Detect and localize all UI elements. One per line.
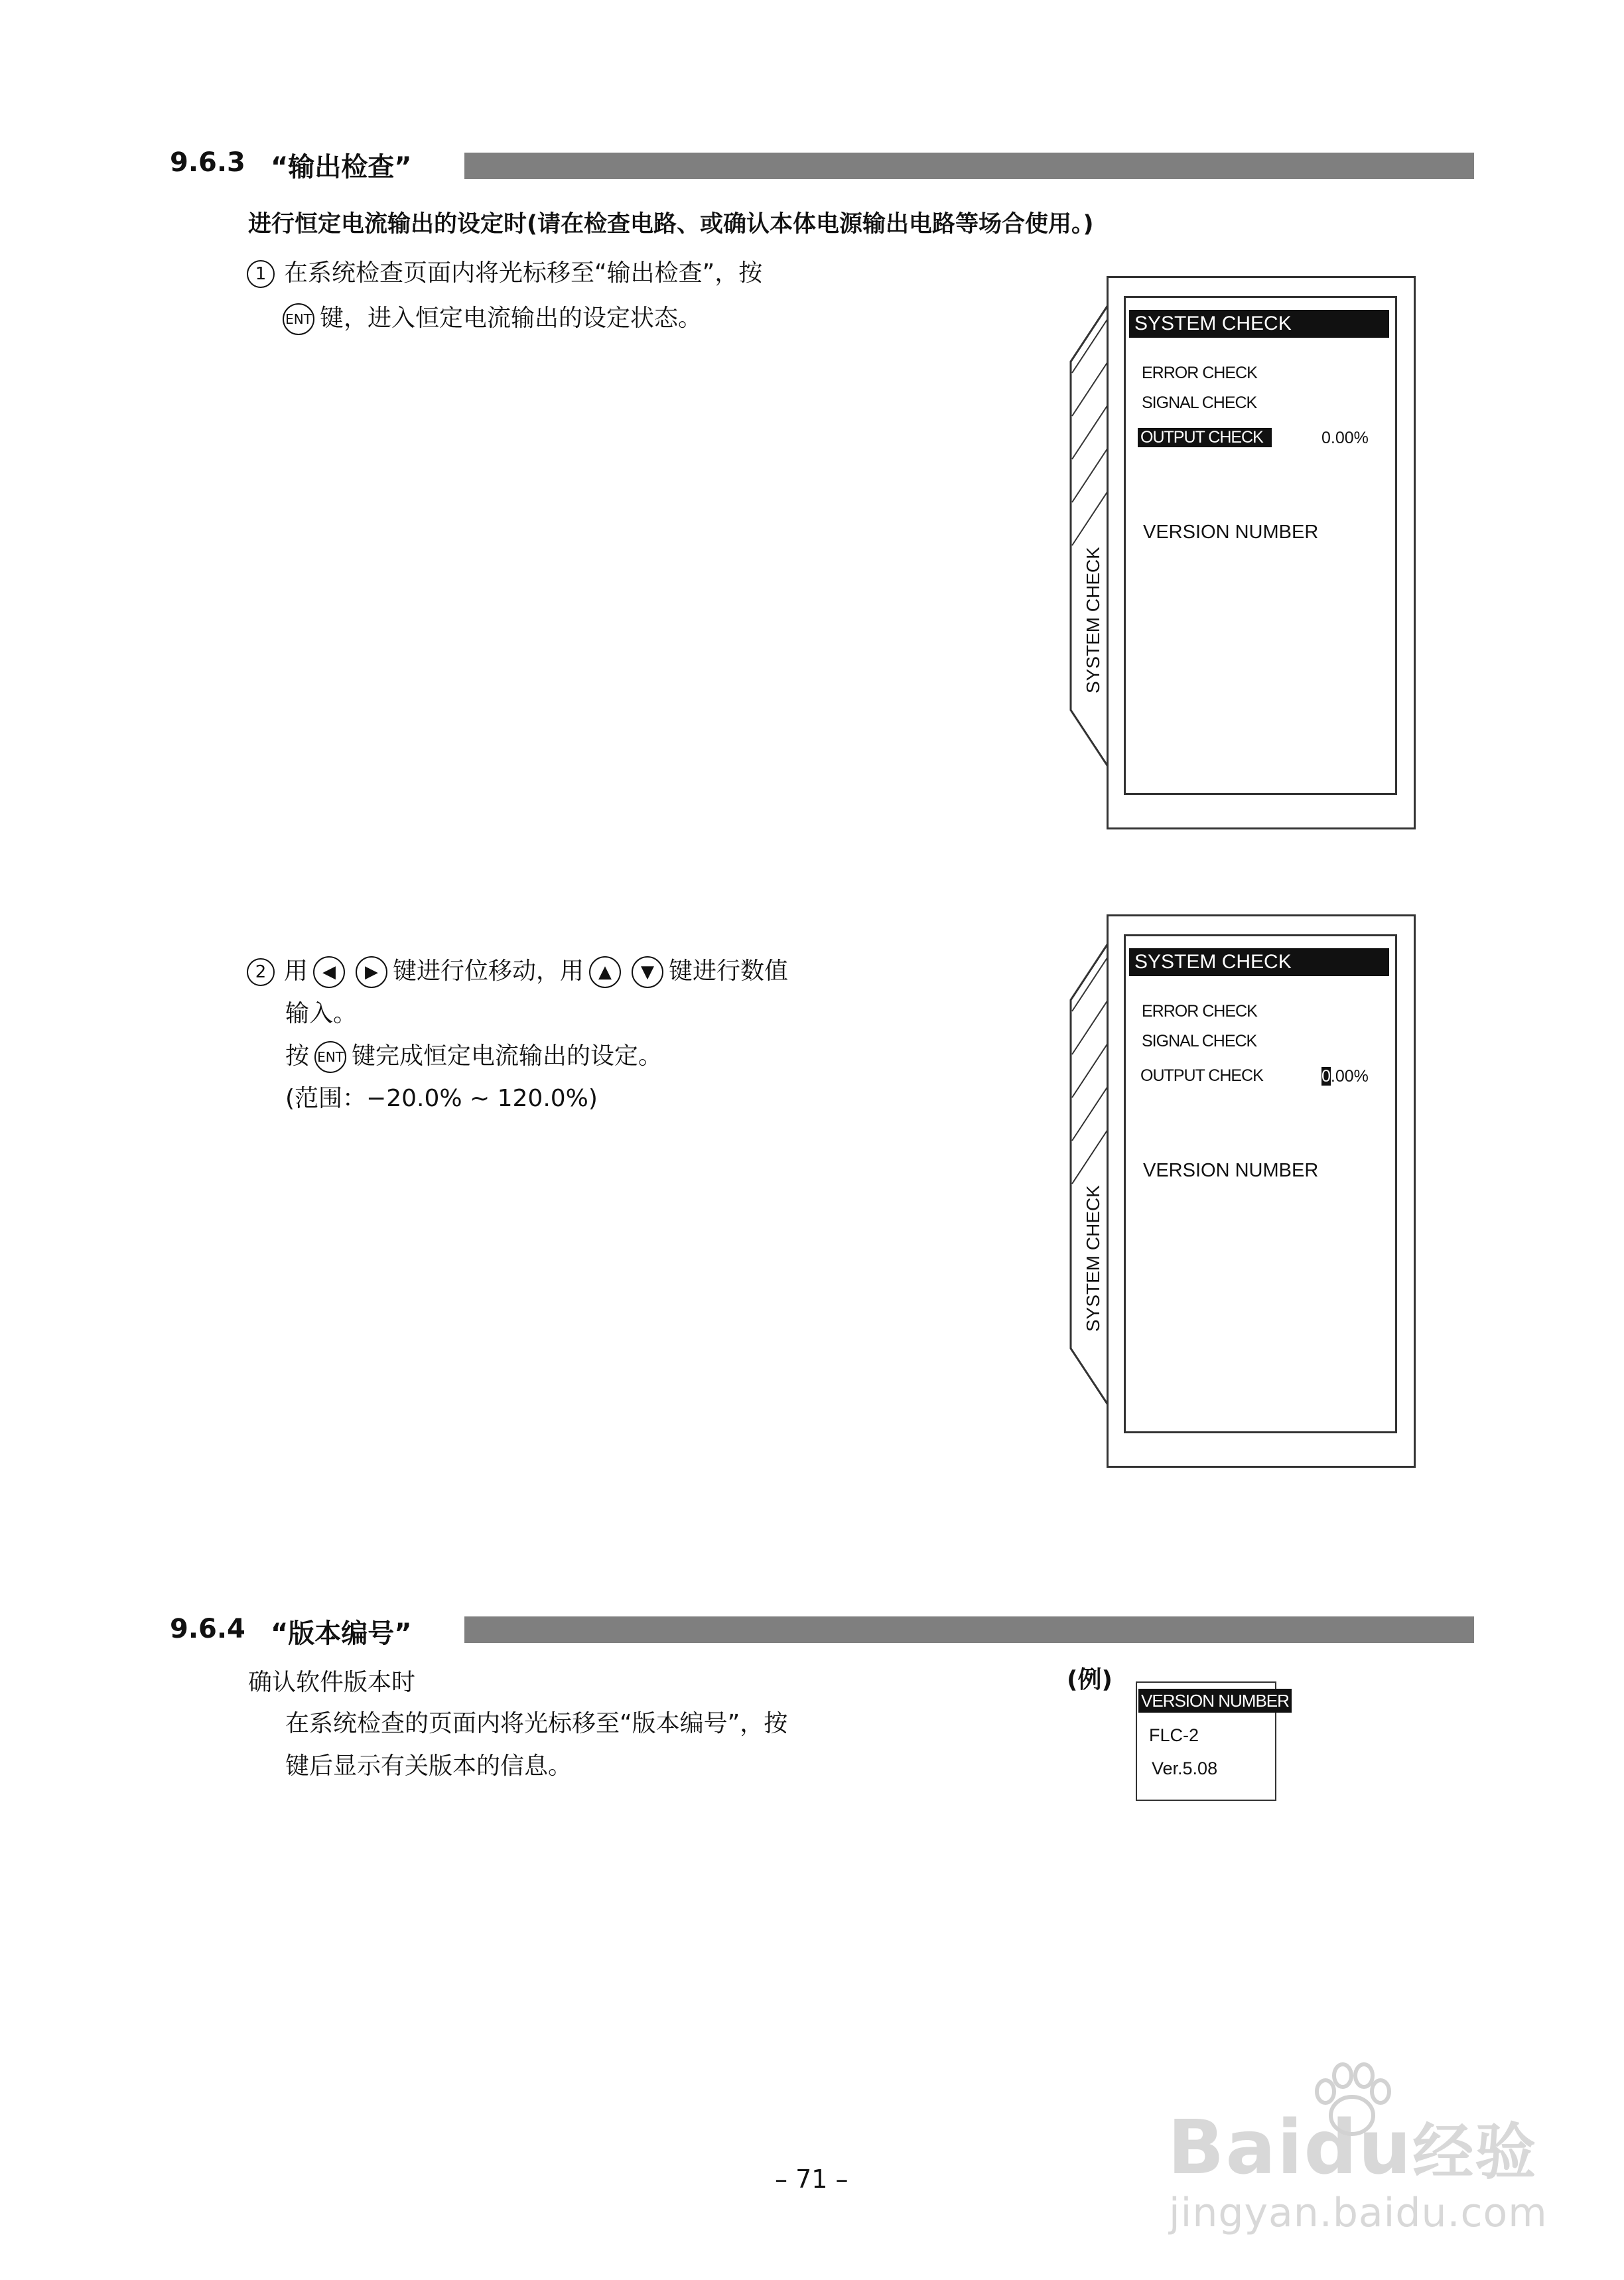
step2-text-complete: 键完成恒定电流输出的设定。 (352, 1042, 663, 1070)
screen1-output-value: 0.00% (1321, 429, 1369, 447)
left-key-icon: ◀ (313, 956, 345, 988)
screen2-version-number: VERSION NUMBER (1143, 1160, 1319, 1181)
step2-text-mid: 键进行位移动，用 (393, 958, 584, 985)
watermark-url: jingyan.baidu.com (1169, 2190, 1548, 2236)
section-title: “输出检查” (271, 152, 412, 182)
step2-line1 (247, 950, 788, 993)
section-bar (464, 153, 1474, 179)
section2-bar (464, 1616, 1474, 1643)
section2-line2: 在系统检查的页面内将光标移至“版本编号”，按 (285, 1710, 788, 1737)
ent-key-icon-2: ENT (314, 1041, 346, 1073)
step2-marker: 2 (247, 958, 275, 986)
ent-key-icon: ENT (283, 303, 314, 335)
example-title: VERSION NUMBER (1138, 1689, 1292, 1713)
step1-text2: 键，进入恒定电流输出的设定状态。 (320, 305, 703, 332)
section2-title: “版本编号” (271, 1618, 412, 1649)
step1-text: 在系统检查页面内将光标移至“输出检查”，按 (284, 259, 763, 287)
watermark-brand-cn: 经验 (1412, 2117, 1538, 2188)
screen2-value-rest: .00% (1330, 1067, 1369, 1086)
watermark-brand2: du (1304, 2105, 1413, 2191)
section-number: 9.6.3 (170, 147, 245, 178)
section2-number: 9.6.4 (170, 1614, 245, 1644)
screen1-side-label: SYSTEM CHECK (1083, 547, 1103, 693)
screen1-item-signal-check: SIGNAL CHECK (1142, 393, 1257, 412)
step2-text-use: 用 (284, 958, 308, 985)
step1-line2 (283, 297, 702, 340)
screen2-item-output-check: OUTPUT CHECK (1140, 1066, 1263, 1085)
screen2-item-signal-check: SIGNAL CHECK (1142, 1032, 1257, 1050)
example-label: (例) (1067, 1666, 1113, 1693)
paw-icon (1306, 2057, 1398, 2143)
step2-text-end: 键进行数值 (669, 958, 789, 985)
example-model: FLC-2 (1149, 1725, 1199, 1745)
screen1-item-output-check: OUTPUT CHECK (1138, 428, 1272, 447)
step1-marker: 1 (247, 260, 275, 288)
section2-line1: 确认软件版本时 (248, 1669, 416, 1696)
right-key-icon: ▶ (356, 956, 387, 988)
example-version: Ver.5.08 (1152, 1758, 1218, 1778)
section-intro: 进行恒定电流输出的设定时(请在检查电路、或确认本体电源输出电路等场合使用。) (248, 211, 1094, 238)
page-number: – 71 – (775, 2165, 848, 2194)
section2-line3: 键后显示有关版本的信息。 (285, 1752, 573, 1780)
step2-line3 (285, 1035, 662, 1078)
step2-range: (范围：−20.0% ~ 120.0%) (285, 1085, 598, 1112)
screen2-output-value (1321, 1067, 1369, 1086)
step2-line2: 输入。 (285, 1000, 358, 1027)
screen1-title: SYSTEM CHECK (1129, 310, 1389, 338)
screen2-item-error-check: ERROR CHECK (1142, 1002, 1257, 1021)
screen1-version-number: VERSION NUMBER (1143, 522, 1319, 543)
screen2-title: SYSTEM CHECK (1129, 948, 1389, 976)
step1-line1 (247, 252, 762, 295)
watermark-brand: Bai (1168, 2105, 1304, 2191)
down-key-icon: ▼ (632, 956, 663, 988)
step2-text-press: 按 (285, 1042, 310, 1070)
up-key-icon: ▲ (589, 956, 621, 988)
screen2-side-label: SYSTEM CHECK (1083, 1185, 1103, 1332)
screen1-item-error-check: ERROR CHECK (1142, 364, 1257, 382)
screen2-value-cursor: 0 (1321, 1067, 1331, 1086)
